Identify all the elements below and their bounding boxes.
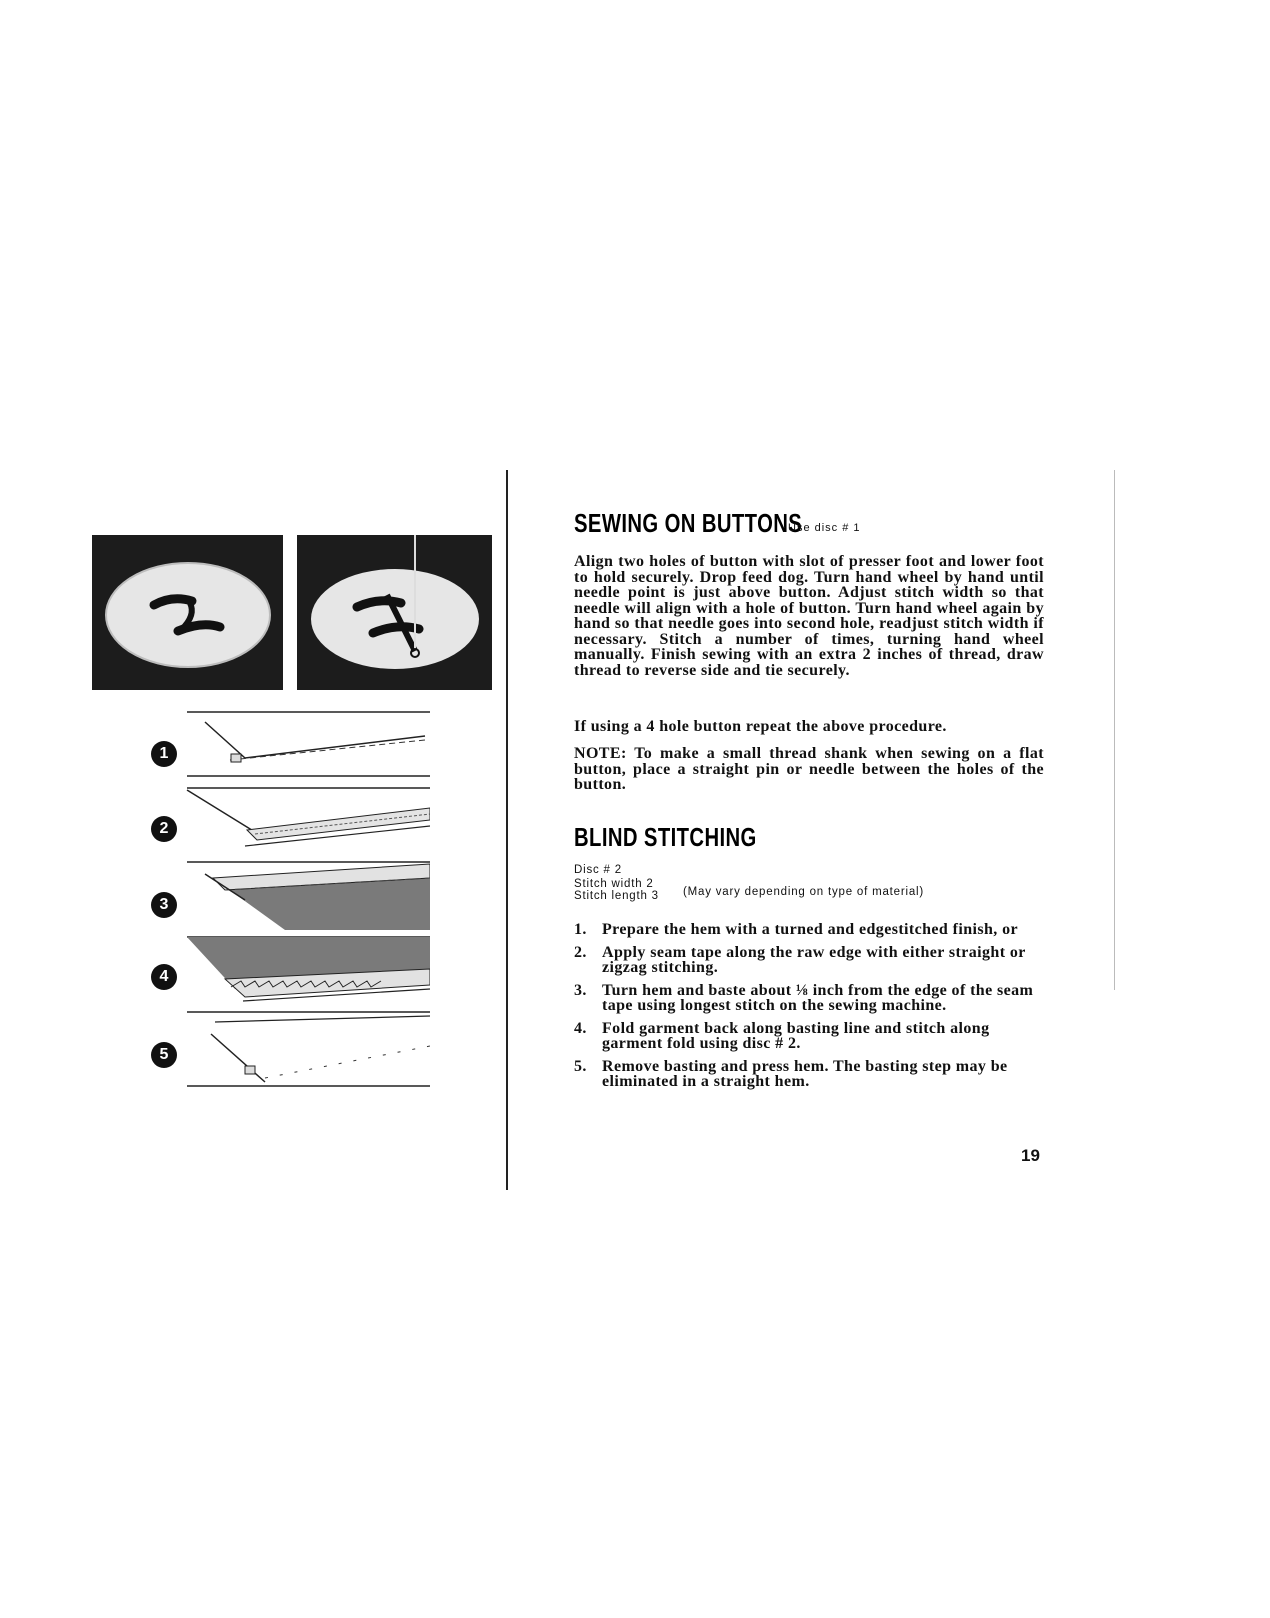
section-title-blind-stitching: BLIND STITCHING [574,822,757,852]
diagram-number-5: 5 [151,1042,177,1068]
hem-diagram-5 [185,1010,430,1090]
page-divider [506,470,508,1190]
instruction-paragraph: Align two holes of button with slot of presser foot and lower foot to hold securely. Drop feed dog. Turn hand wheel by hand until needle point is just above button. Adjust stitch width so that needle will align with a hole of button. Turn hand wheel again by hand so that needle goes into second hole, readjust stitch width if necessary. Stitch a number of times, turning hand wheel manually. Finish sewing with an extra 2 inches of thread, draw thread to reverse side and tie securely. [574,553,1044,679]
list-item: 4. Fold garment back along basting line and stitch along garment fold using disc # 2. [574,1019,990,1052]
stitch-width-setting: Stitch width 2 [574,878,654,890]
list-item: 2. Apply seam tape along the raw edge with either straight or zigzag stitching. [574,943,1026,976]
hem-diagram-4 [185,935,430,1005]
button-photo-two-holes [92,535,283,690]
stitch-length-setting: Stitch length 3 [574,890,659,902]
diagram-number-3: 3 [151,892,177,918]
diagram-number-4: 4 [151,964,177,990]
four-hole-paragraph: If using a 4 hole button repeat the above procedure. [574,718,947,735]
section-title: SEWING ON BUTTONS [574,508,803,538]
settings-note: (May vary depending on type of material) [683,886,925,898]
list-item: 5. Remove basting and press hem. The basting step may be eliminated in a straight hem. [574,1057,1008,1090]
page-edge-line [1114,470,1115,990]
diagram-number-1: 1 [151,741,177,767]
list-item: 3. Turn hem and baste about ⅛ inch from the edge of the seam tape using longest stitch on the sewing machine. [574,981,1034,1014]
hem-diagram-3 [185,860,430,930]
page-number: 19 [1021,1146,1040,1165]
note-paragraph: NOTE: To make a small thread shank when sewing on a flat button, place a straight pin or needle between the holes of the button. [574,745,1044,793]
hem-diagram-1 [185,710,430,780]
disc-note: Use disc # 1 [788,522,861,534]
hem-diagram-2 [185,786,430,848]
disc-setting: Disc # 2 [574,864,622,876]
button-photo-with-needle [297,535,492,690]
diagram-number-2: 2 [151,816,177,842]
list-item: 1. Prepare the hem with a turned and edgestitched finish, or [574,921,1018,938]
section-sewing-on-buttons [574,508,1044,540]
blind-stitch-steps [574,922,1044,1097]
